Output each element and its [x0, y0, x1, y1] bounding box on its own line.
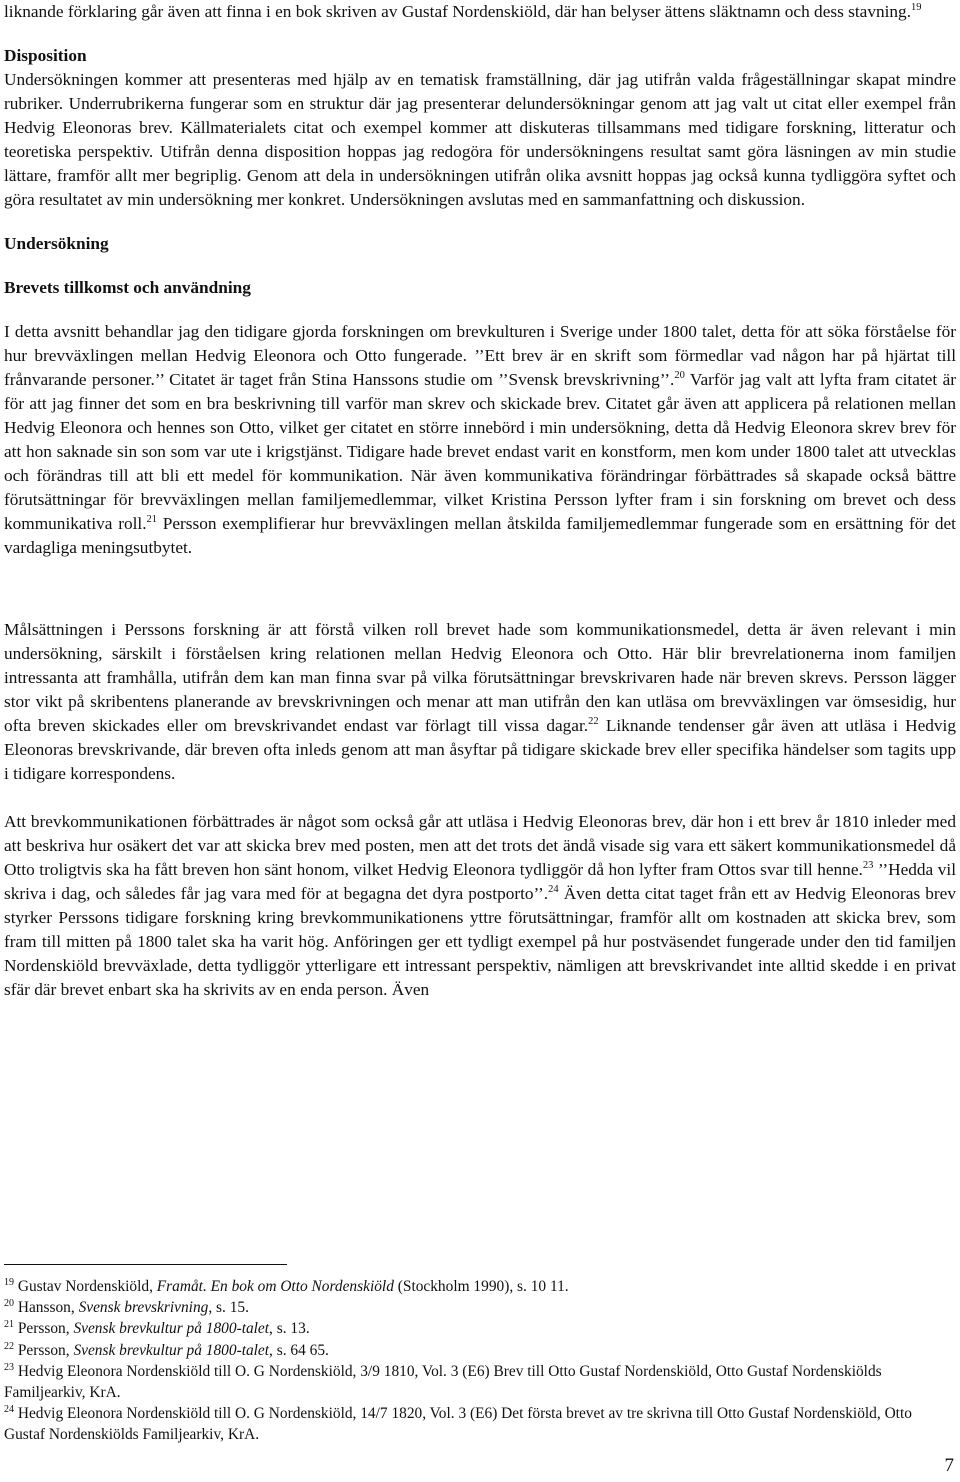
footnote-20 [4, 1297, 956, 1318]
paragraph-disposition: Undersökningen kommer att presenteras med hjälp av en tematisk framställning, där jag utifrån valda frågeställningar skapat mindre rubriker. Underrubrikerna fungerar som en struktur där jag presenterar delundersökningar genom att jag valt ut citat eller exempel från Hedvig Eleonoras brev. Källmaterialets citat och exempel kommer att diskuteras tillsammans med tidigare forskning, litteratur och teoretiska perspektiv. Utifrån denna disposition hoppas jag redogöra för undersökningens resultat samt göra läsningen av min studie lättare, framför allt mer begriplig. Genom att dela in undersökningen utifrån olika avsnitt hoppas jag också kunna tydliggöra syftet och göra resultatet av min undersökning mer konkret. Undersökningen avslutas med en sammanfattning och diskussion. [4, 70, 956, 209]
footnote-number: 24 [4, 1404, 14, 1416]
heading-disposition: Disposition [4, 46, 87, 65]
footnote-19 [4, 1276, 956, 1297]
footnote-text: Hansson, [14, 1299, 79, 1317]
footnote-number: 21 [4, 1319, 14, 1331]
paragraph-brevets [4, 320, 956, 560]
footnote-number: 22 [4, 1340, 14, 1352]
footnote-23 [4, 1361, 956, 1403]
paragraph-brevkommunikationen [4, 810, 956, 1002]
paragraph-text: Liknande tendenser går även att utläsa i Hedvig Eleonoras brevskrivande, där breven ofta inleds genom att man åsyftar på tidigare skickade brev eller specifika händelser som tagits upp i tidigare korrespondens. [4, 716, 956, 783]
footnote-text: , s. 15. [208, 1299, 249, 1317]
footnote-text: , s. 64 65. [269, 1341, 329, 1359]
paragraph-text: Att brevkommunikationen förbättrades är något som också går att utläsa i Hedvig Eleonoras brev, där hon i ett brev år 1810 inleder med att beskriva hur osäkert det var att skicka brev med posten, men att det trots det ändå visade sig vara ett säkert kommunikationsmedel då Otto troligtvis ska ha fått breven hon sänt honom, vilket Hedvig Eleonora tydliggör då hon lyfter fram Ottos svar till henne. [4, 812, 956, 879]
paragraph-text: Persson exemplifierar hur brevväxlingen mellan åtskilda familjemedlemmar fungerade som en ersättning för det vardagliga meningsutbytet. [4, 514, 956, 557]
footnote-number: 20 [4, 1298, 14, 1310]
footnote-text: Persson, [14, 1341, 74, 1359]
footnote-text: , s. 13. [269, 1320, 310, 1338]
footnote-21 [4, 1318, 956, 1339]
footnotes [4, 1276, 956, 1446]
footnote-24 [4, 1403, 956, 1445]
footnote-separator [4, 1264, 287, 1265]
footnote-title: Svensk brevskrivning [78, 1299, 209, 1317]
footnote-title: Framåt. En bok om Otto Nordenskiöld [156, 1278, 394, 1295]
footnote-text: (Stockholm 1990), s. 10 11. [393, 1278, 569, 1295]
heading-brevets-tillkomst: Brevets tillkomst och användning [4, 278, 251, 297]
document-page [4, 0, 956, 1002]
footnote-ref[interactable]: 24 [548, 884, 559, 895]
paragraph-text: Varför jag valt att lyfta fram citatet är för att jag finner det som en bra beskrivning till varför man skrev och skickade brev. Citatet går även att applicera på relationen mellan Hedvig Eleonora och hennes son Otto, vilket ger citatet en större innebörd i min undersökning, detta då Hedvig Eleonora skrev brev för att hon saknade sin son som var ute i krigstjänst. Tidigare hade brevet endast varit en konstform, men kom under 1800 talet att utvecklas och förändras till att bli ett medel för kommunikation. När även kommunikativa förändringar förbättrades så skapade också bättre förutsättningar för brevväxlingen mellan familjemedlemmar, vilket Kristina Persson lyfter fram i sin forskning om brevet och dess kommunikativa roll. [4, 370, 956, 533]
footnote-ref[interactable]: 21 [146, 514, 158, 525]
footnote-title: Svensk brevkultur på 1800-talet [73, 1320, 270, 1338]
heading-undersokning: Undersökning [4, 234, 109, 253]
footnote-number: 23 [4, 1361, 14, 1373]
paragraph-text: Även detta citat taget från ett av Hedvig Eleonoras brev styrker Perssons tidigare forskning kring brevkommunikationens yttre förutsättningar, framför allt om kostnaden att skicka brev, som fram till mitten på 1800 talet ska ha varit hög. Anföringen ger ett tydligt exempel på hur postväsendet fungerade under den tid familjen Nordenskiöld brevväxlade, detta tydliggör ytterligare ett intressant perspektiv, nämligen att brevskrivandet inte alltid skedde i en privat sfär där brevet enbart ska ha skrivits av en enda person. Även [4, 884, 956, 999]
footnote-text: Persson, [14, 1320, 74, 1338]
footnote-number: 19 [4, 1277, 14, 1288]
paragraph-intro [4, 0, 956, 24]
footnote-ref[interactable]: 23 [862, 860, 874, 871]
footnote-ref[interactable]: 22 [588, 716, 599, 727]
page-number: 7 [944, 1455, 954, 1476]
paragraph-text: I detta avsnitt behandlar jag den tidigare gjorda forskningen om brevkulturen i Sverige under 1800 talet, detta för att söka förståelse för hur brevväxlingen mellan Hedvig Eleonora och Otto fungerade. ’’Ett brev är en skrift som förmedlar vad någon har på hjärtat till frånvarande personer.’’ Citatet är taget från Stina Hanssons studie om ’’Svensk brevskrivning’’. [4, 322, 956, 389]
footnote-text: Hedvig Eleonora Nordenskiöld till O. G Nordenskiöld, 14/7 1820, Vol. 3 (E6) Det första brevet av tre skrivna till Otto Gustaf Nordenskiöld, Otto Gustaf Nordenskiölds Familjearkiv, KrA. [4, 1405, 912, 1444]
footnote-text: Gustav Nordenskiöld, [14, 1278, 157, 1295]
footnote-text: Hedvig Eleonora Nordenskiöld till O. G Nordenskiöld, 3/9 1810, Vol. 3 (E6) Brev till Otto Gustaf Nordenskiöld, Otto Gustaf Nordenskiölds Familjearkiv, KrA. [4, 1362, 882, 1402]
footnote-22 [4, 1340, 956, 1361]
paragraph-text: liknande förklaring går även att finna i en bok skriven av Gustaf Nordenskiöld, där han belyser ättens släktnamn och dess stavning. [4, 2, 912, 21]
paragraph-text: Målsättningen i Perssons forskning är att förstå vilken roll brevet hade som kommunikationsmedel, detta är även relevant i min undersökning, särskilt i förståelsen kring relationen mellan Hedvig Eleonora och Otto. Här blir brevrelationerna inom familjen intressanta att framhålla, utifrån dem kan man finna svar på vilka förutsättningar brevskrivaren hade när breven skrevs. Persson lägger stor vikt på skribentens planerande av brevskrivningen och menar att man utifrån den kan utläsa om brevväxlingen var ömsesidig, hur ofta breven skickades eller om brevskrivandet endast var förlagt till vissa dagar. [4, 620, 956, 735]
footnote-ref[interactable]: 20 [674, 370, 685, 381]
footnote-title: Svensk brevkultur på 1800-talet [73, 1341, 270, 1359]
paragraph-malsattningen [4, 618, 956, 786]
paragraph-text: ’’Hedda vil skriva i dag, och således får jag vara med för at begagna det dyra postporto’’. [4, 860, 956, 903]
footnote-ref[interactable]: 19 [911, 2, 922, 13]
